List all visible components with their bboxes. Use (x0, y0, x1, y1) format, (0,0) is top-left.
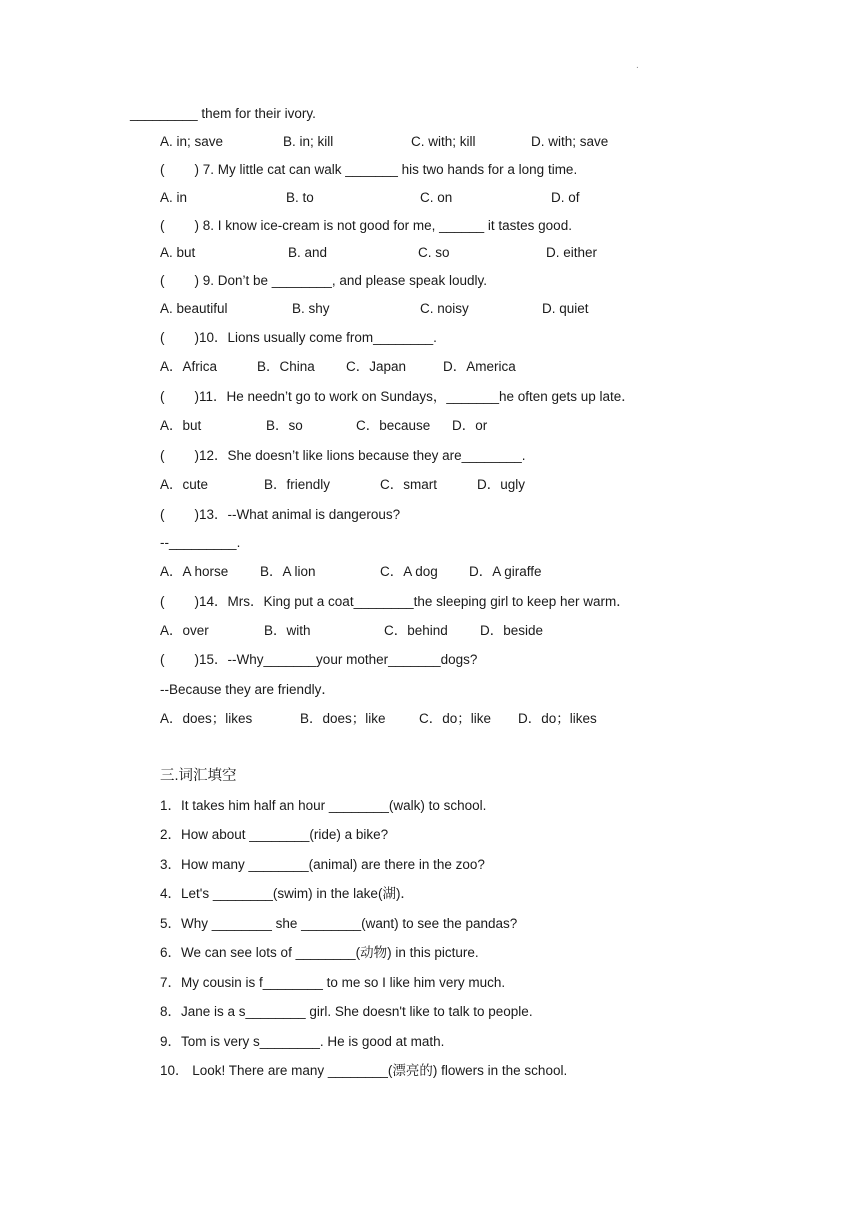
q12-option-c: C．smart (380, 477, 437, 492)
q10-stem: ( )10．Lions usually come from________. (160, 330, 437, 345)
q15-options (160, 710, 720, 728)
q14-stem: ( )14．Mrs．King put a coat________the sleeping girl to keep her warm． (160, 594, 630, 609)
q10-option-b: B．China (257, 359, 315, 374)
vocab-item-4: 4．Let's ________(swim) in the lake(湖)． (160, 886, 414, 901)
q7-option-b: B. to (286, 190, 314, 205)
q15-option-d: D．do；likes (518, 711, 597, 726)
q12-option-d: D．ugly (477, 477, 526, 492)
q15-option-b: B．does；like (300, 711, 386, 726)
q11-option-c: C．because (356, 418, 431, 433)
q14-option-d: D．beside (480, 623, 544, 638)
q7-option-d: D. of (551, 190, 580, 205)
q12-options (160, 476, 720, 494)
q7-options (160, 189, 720, 207)
q8-stem: ( ) 8. I know ice-cream is not good for me, ______ it tastes good. (160, 218, 572, 233)
q6-option-c: C. with; kill (411, 134, 476, 149)
q14-option-c: C．behind (384, 623, 448, 638)
vocab-item-6: 6．We can see lots of ________(动物) in this picture. (160, 945, 479, 960)
vocab-item-10: 10． Look! There are many ________(漂亮的) flowers in the school. (160, 1063, 568, 1078)
q7-option-c: C. on (420, 190, 453, 205)
q8-option-a: A. but (160, 245, 196, 260)
q14-option-a: A．over (160, 623, 209, 638)
q11-option-d: D．or (452, 418, 488, 433)
q14-options (160, 622, 720, 640)
q14-option-b: B．with (264, 623, 311, 638)
q6-option-b: B. in; kill (283, 134, 334, 149)
q6-option-a: A. in; save (160, 134, 224, 149)
vocab-item-1: 1．It takes him half an hour ________(walk) to school. (160, 798, 487, 813)
q9-stem: ( ) 9. Don’t be ________, and please speak loudly. (160, 273, 487, 288)
q13-option-d: D．A giraffe (469, 564, 542, 579)
vocab-item-5: 5．Why ________ she ________(want) to see the pandas? (160, 916, 518, 931)
q6-option-d: D. with; save (531, 134, 609, 149)
q15-option-a: A．does；likes (160, 711, 253, 726)
vocab-item-9: 9．Tom is very s________. He is good at math. (160, 1034, 445, 1049)
q13-option-b: B．A lion (260, 564, 316, 579)
q10-option-d: D．America (443, 359, 516, 374)
q9-option-d: D. quiet (542, 301, 589, 316)
page-mark: . (636, 60, 639, 71)
q12-option-b: B．friendly (264, 477, 331, 492)
q13-answer-line: --_________. (160, 535, 241, 550)
q15-answer-line: --Because they are friendly． (160, 682, 335, 697)
q11-option-a: A．but (160, 418, 202, 433)
q13-stem: ( )13．--What animal is dangerous? (160, 507, 401, 522)
q9-option-a: A. beautiful (160, 301, 228, 316)
vocab-item-8: 8．Jane is a s________ girl. She doesn't like to talk to people. (160, 1004, 533, 1019)
q11-option-b: B．so (266, 418, 303, 433)
q13-option-a: A．A horse (160, 564, 229, 579)
q10-option-a: A．Africa (160, 359, 218, 374)
q9-option-b: B. shy (292, 301, 330, 316)
q8-option-b: B. and (288, 245, 328, 260)
q15-stem: ( )15．--Why_______your mother_______dogs? (160, 652, 478, 667)
vocab-item-7: 7．My cousin is f________ to me so I like him very much. (160, 975, 506, 990)
section-3-heading: 三.词汇填空 (160, 768, 237, 784)
q10-option-c: C．Japan (346, 359, 407, 374)
q7-option-a: A. in (160, 190, 188, 205)
vocab-item-3: 3．How many ________(animal) are there in the zoo? (160, 857, 485, 872)
q8-options (160, 244, 720, 262)
q9-options (160, 300, 720, 318)
q13-option-c: C．A dog (380, 564, 438, 579)
q12-stem: ( )12．She doesn’t like lions because they are________. (160, 448, 526, 463)
vocab-item-2: 2．How about ________(ride) a bike? (160, 827, 389, 842)
q11-stem: ( )11．He needn’t go to work on Sundays，_______he often gets up late． (160, 389, 635, 404)
q6-continuation: _________ them for their ivory. (130, 106, 316, 121)
q8-option-d: D. either (546, 245, 598, 260)
q11-options (160, 417, 720, 435)
q8-option-c: C. so (418, 245, 450, 260)
q10-options (160, 358, 720, 376)
q15-option-c: C．do；like (419, 711, 492, 726)
q13-options (160, 563, 720, 581)
q9-option-c: C. noisy (420, 301, 469, 316)
q6-options (160, 133, 720, 151)
q7-stem: ( ) 7. My little cat can walk _______ his two hands for a long time. (160, 162, 578, 177)
q12-option-a: A．cute (160, 477, 209, 492)
